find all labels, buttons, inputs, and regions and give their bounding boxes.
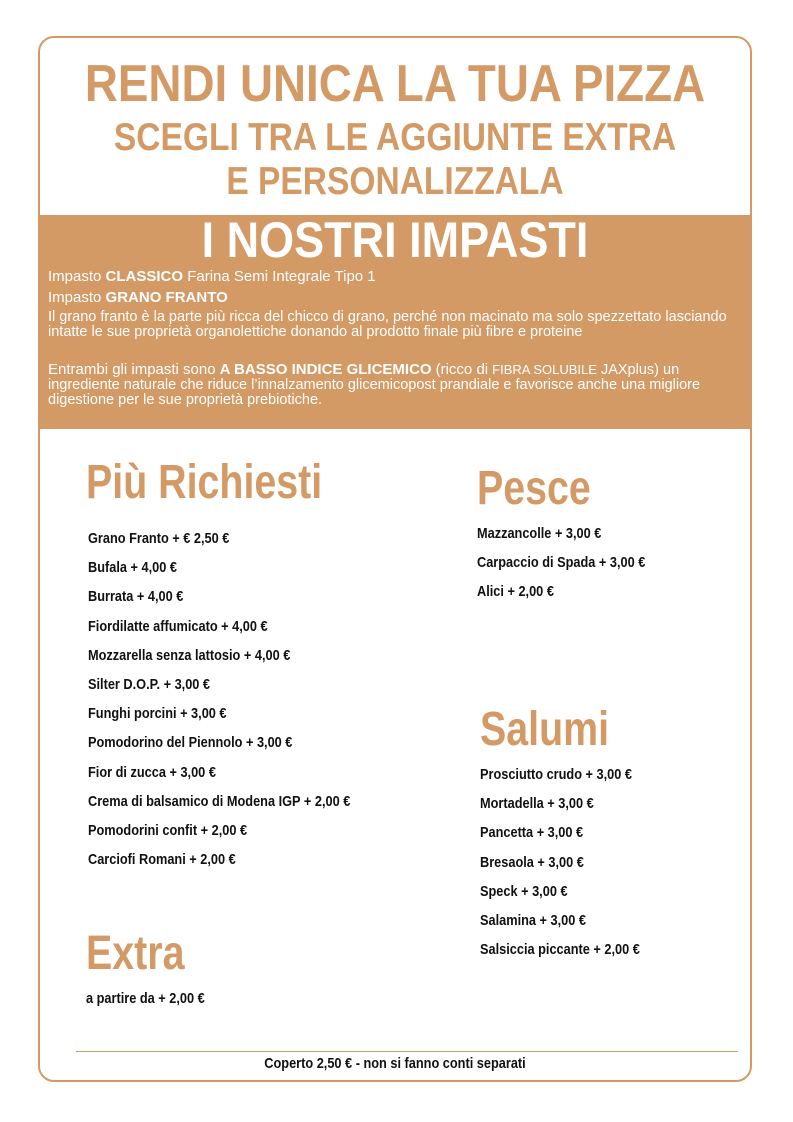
glicemico-fibra: FIBRA SOLUBILE [492, 362, 597, 377]
list-item: Silter D.O.P. + 3,00 € [88, 675, 211, 693]
menu-frame [38, 36, 752, 1082]
list-item: Pancetta + 3,00 € [480, 824, 584, 842]
list-item: Pomodorini confit + 2,00 € [88, 821, 248, 839]
list-item: Pomodorino del Piennolo + 3,00 € [88, 734, 293, 752]
list-item: Speck + 3,00 € [480, 882, 568, 900]
list-item: Crema di balsamico di Modena IGP + 2,00 € [88, 792, 351, 810]
list-item: Mortadella + 3,00 € [480, 795, 594, 813]
impasto-franto-heading [48, 290, 738, 305]
list-item: Bufala + 4,00 € [88, 559, 177, 577]
glicemico-bold: A BASSO INDICE GLICEMICO [219, 361, 432, 378]
impasto-classico [48, 269, 738, 284]
impasti-glicemico [48, 362, 738, 408]
list-item: Alici + 2,00 € [477, 583, 554, 601]
list-item: Funghi porcini + 3,00 € [88, 705, 227, 723]
impasto-classico-name: CLASSICO [105, 268, 184, 285]
headline-sub-2: E PERSONALIZZALA [226, 160, 564, 203]
list-item: Fior di zucca + 3,00 € [88, 763, 216, 781]
footer-text: Coperto 2,50 € - non si fanno conti separati [264, 1055, 526, 1072]
glicemico-rest: JAXplus) un ingrediente naturale che riduce l’innalzamento glicemicopost prandiale e favorisce anche una migliore digestione per le sue proprietà prebiotiche. [48, 362, 701, 408]
section-title-salumi: Salumi [480, 703, 610, 756]
impasto-classico-prefix: Impasto [48, 268, 102, 285]
section-title-piu-richiesti: Più Richiesti [86, 456, 323, 509]
headline-main: RENDI UNICA LA TUA PIZZA [84, 55, 706, 113]
list-item: Prosciutto crudo + 3,00 € [480, 766, 632, 783]
list-item: Fiordilatte affumicato + 4,00 € [88, 617, 268, 635]
list-item: Salamina + 3,00 € [480, 911, 586, 929]
impasti-band [40, 212, 750, 429]
headline-sub-1: SCEGLI TRA LE AGGIUNTE EXTRA [113, 116, 677, 159]
list-item: Mazzancolle + 3,00 € [477, 525, 602, 542]
list-item: Carpaccio di Spada + 3,00 € [477, 554, 646, 572]
section-title-pesce: Pesce [477, 462, 591, 515]
footer-divider [76, 1051, 738, 1052]
section-title-extra: Extra [86, 927, 185, 980]
impasto-franto-name: GRANO FRANTO [105, 289, 228, 306]
impasto-franto-desc: Il grano franto è la parte più ricca del chicco di grano, perché non macinato ma solo spezzettato lasciando intatte le sue proprietà organolettiche donando al prodotto finale più fibre e proteine [48, 309, 727, 340]
list-item: Mozzarella senza lattosio + 4,00 € [88, 646, 291, 664]
glicemico-lead: Entrambi gli impasti sono [48, 361, 216, 378]
impasto-franto-prefix: Impasto [48, 289, 102, 306]
impasti-title: I NOSTRI IMPASTI [201, 212, 589, 268]
glicemico-ricco: (ricco di [435, 361, 489, 378]
list-salumi [480, 760, 668, 964]
impasto-classico-desc: Farina Semi Integrale Tipo 1 [187, 268, 376, 285]
extra-note: a partire da + 2,00 € [86, 990, 205, 1007]
list-item: Carciofi Romani + 2,00 € [88, 851, 236, 869]
list-item: Burrata + 4,00 € [88, 588, 184, 606]
list-item: Grano Franto + € 2,50 € [88, 530, 230, 547]
list-item: Salsiccia piccante + 2,00 € [480, 941, 640, 959]
list-piu-richiesti [88, 524, 397, 874]
list-pesce [477, 519, 675, 607]
list-item: Bresaola + 3,00 € [480, 853, 584, 871]
